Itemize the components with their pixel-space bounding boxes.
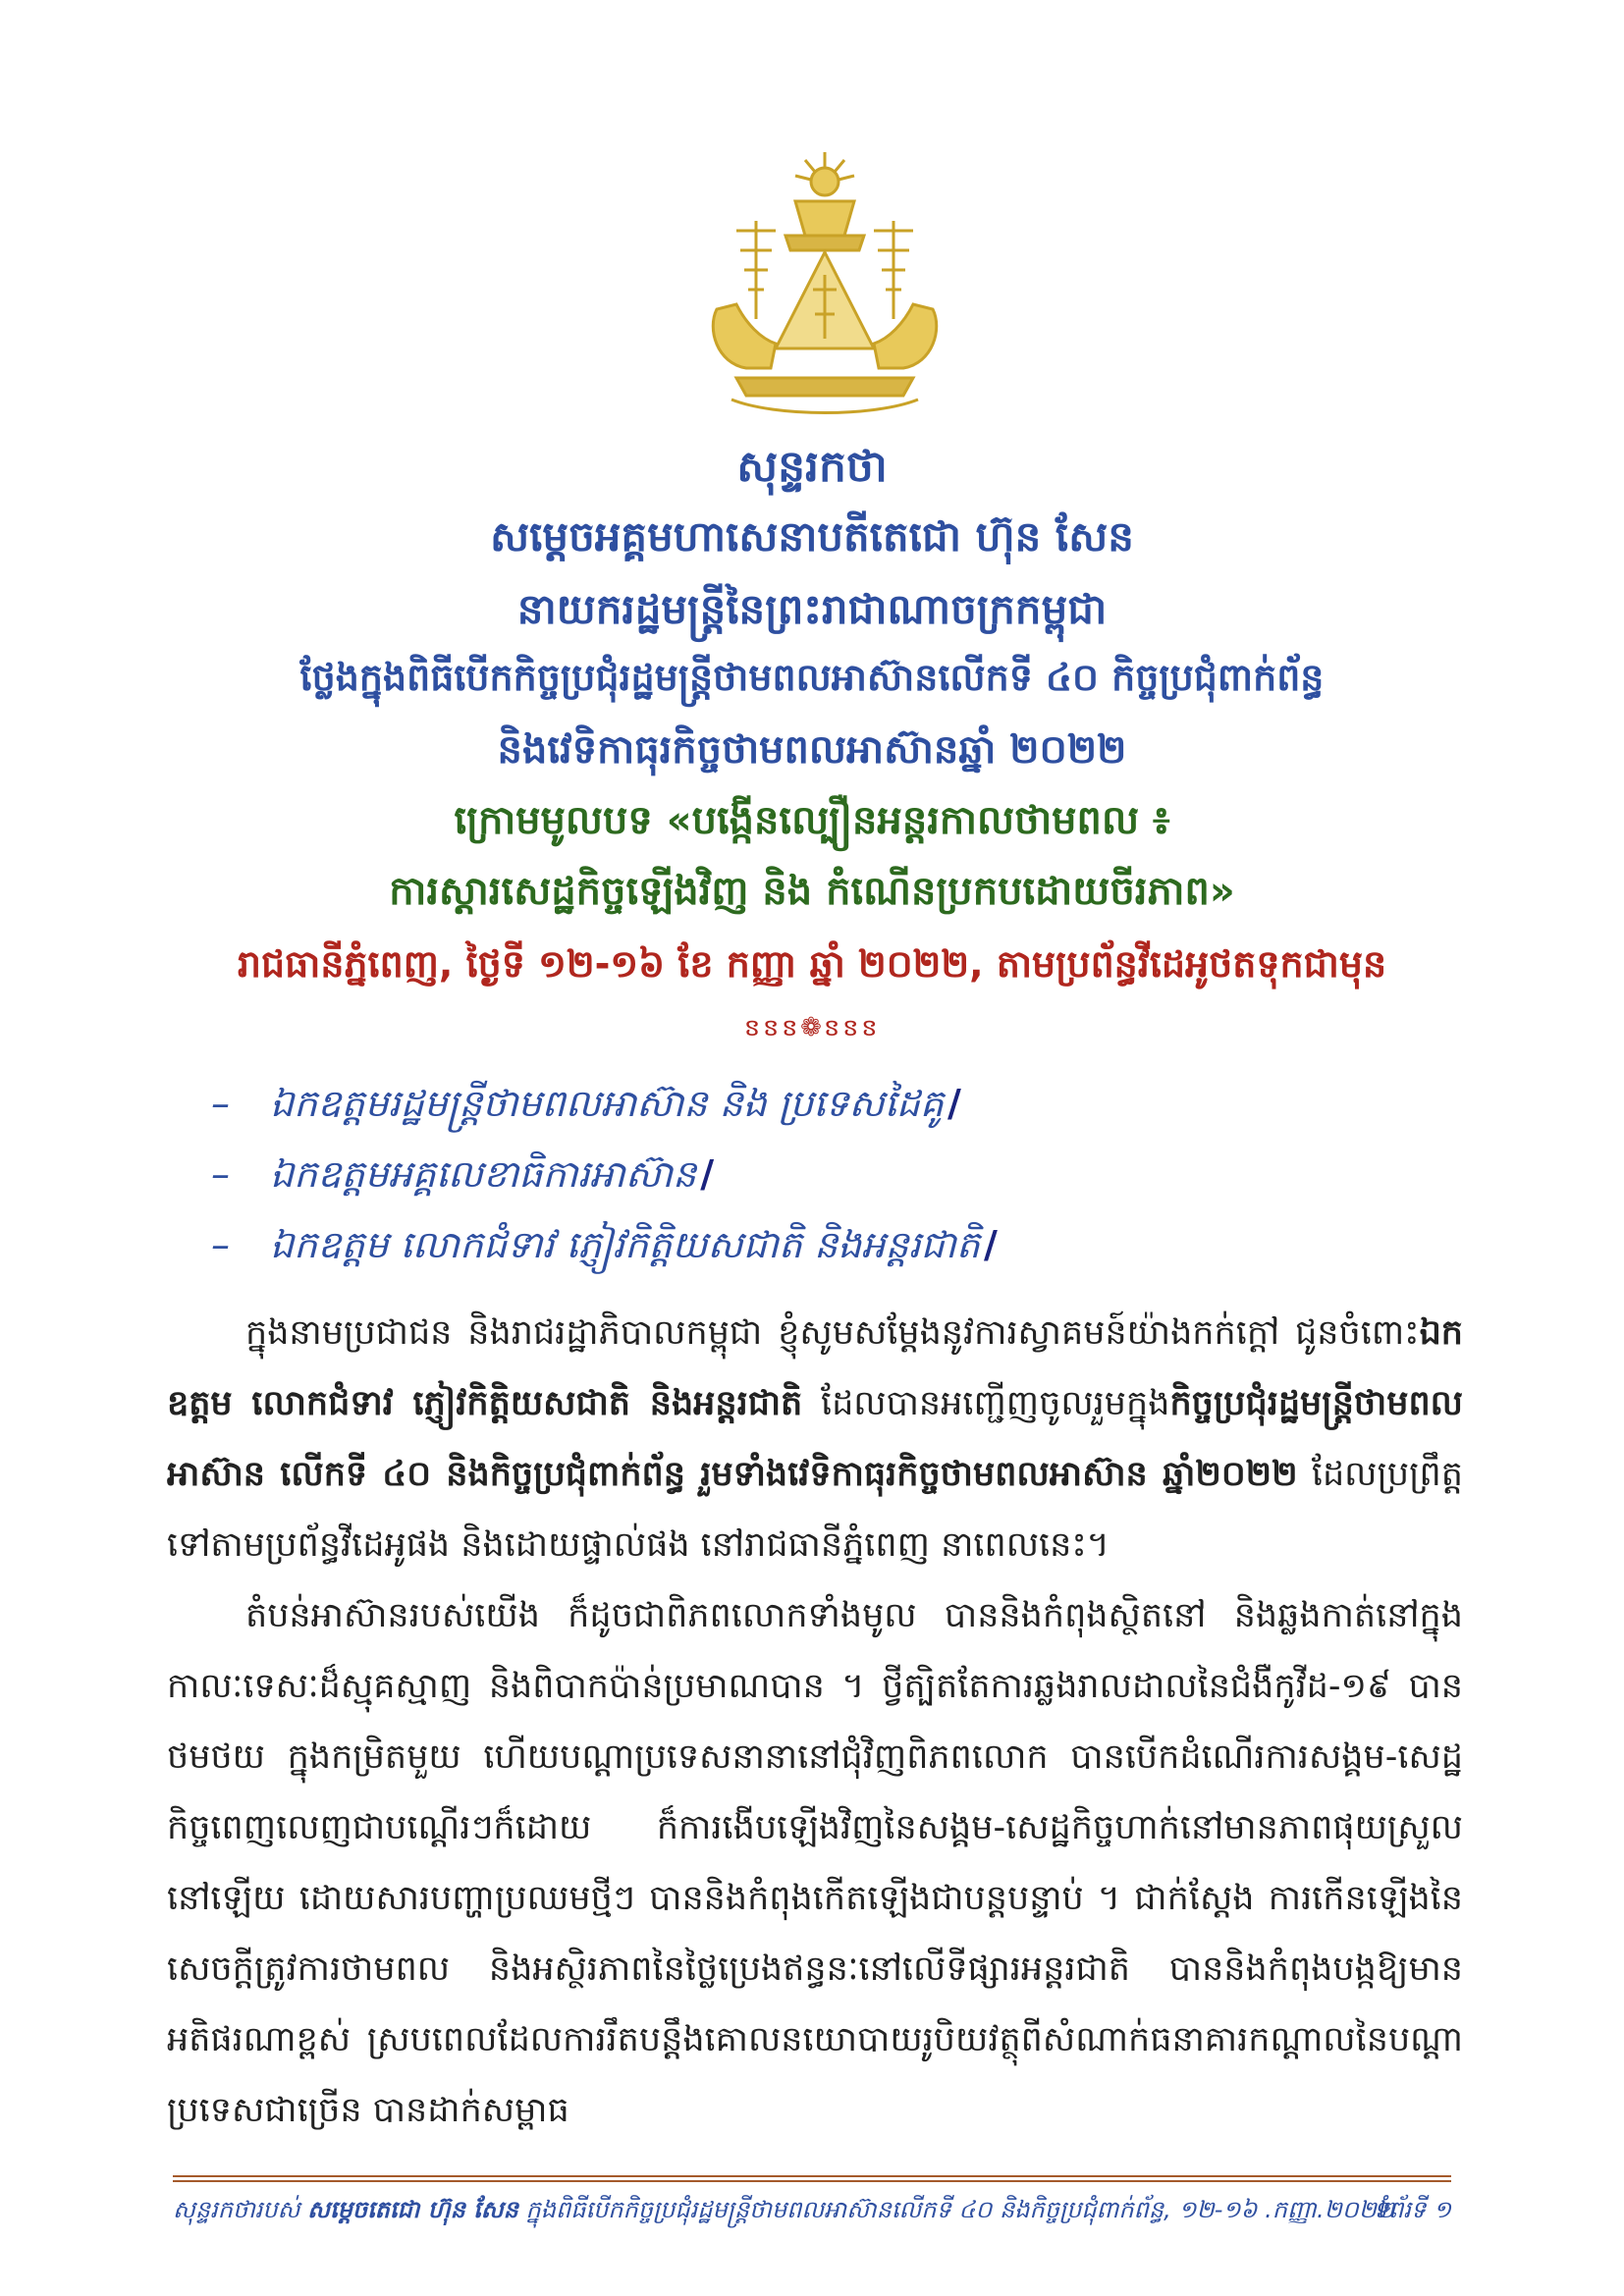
ornament-divider: ៜៜៜ❁ៜៜៜ bbox=[743, 1013, 881, 1042]
speech-title: សុន្ទរកថា bbox=[736, 442, 888, 492]
page-footer bbox=[173, 2195, 1451, 2229]
event-line-1: ថ្លែងក្នុងពិធីបើកកិច្ចប្រជុំរដ្ឋមន្ត្រីថាមពលអាស៊ានលើកទី ៤០ កិច្ចប្រជុំពាក់ព័ន្ធ bbox=[299, 656, 1325, 699]
footer-event: ក្នុងពិធីបើកកិច្ចប្រជុំរដ្ឋមន្ត្រីថាមពលអាស៊ានលើកទី ៤០ និងកិច្ចប្រជុំពាក់ព័ន្ធ, ១២-១៦ .កញ្ញា.២០២២ bbox=[517, 2196, 1395, 2223]
paragraph-1-guests: ឯកឧត្តម លោកជំទាវ ភ្ញៀវកិត្តិយសជាតិ និងអន្តរជាតិ bbox=[167, 1313, 1463, 1423]
paragraph-1-text-e: ដែលប្រព្រឹត្តទៅតាមប្រព័ន្ធវីដេអូផង និងដោយផ្ទាល់ផង នៅរាជធានីភ្នំពេញ នាពេលនេះ។ bbox=[167, 1455, 1463, 1565]
footer-prefix: សុន្ទរកថារបស់ bbox=[173, 2196, 308, 2223]
footer-speaker: សម្តេចតេជោ ហ៊ុន សែន bbox=[307, 2196, 518, 2223]
theme-line-2: ការស្តារសេដ្ឋកិច្ចឡើងវិញ និង កំណើនប្រកបដោយចីរភាព» bbox=[389, 869, 1235, 914]
speaker-name: សម្តេចអគ្គមហាសេនាបតីតេជោ ហ៊ុន សែន bbox=[490, 512, 1134, 561]
salutation-text: ឯកឧត្តម លោកជំទាវ ភ្ញៀវកិត្តិយសជាតិ និងអន្តរជាតិ bbox=[270, 1223, 980, 1266]
salutation-list bbox=[211, 1068, 1448, 1280]
event-line-2: និងវេទិកាធុរកិច្ចថាមពលអាស៊ានឆ្នាំ ២០២២ bbox=[497, 727, 1127, 773]
slash-mark: / bbox=[983, 1223, 998, 1266]
salutation-item bbox=[211, 1068, 1448, 1139]
date-location: រាជធានីភ្នំពេញ, ថ្ងៃទី ១២-១៦ ខែ កញ្ញា ឆ្នាំ ២០២២, តាមប្រព័ន្ធវីដេអូថតទុកជាមុន bbox=[237, 942, 1387, 986]
royal-arms-emblem bbox=[677, 142, 972, 437]
slash-mark: / bbox=[700, 1152, 715, 1196]
paragraph-1 bbox=[167, 1298, 1463, 1580]
salutation-text: ឯកឧត្តមអគ្គលេខាធិការអាស៊ាន bbox=[270, 1152, 697, 1196]
footer-rule-secondary bbox=[173, 2180, 1451, 2182]
dash-bullet: – bbox=[211, 1082, 230, 1125]
salutation-text: ឯកឧត្តមរដ្ឋមន្ត្រីថាមពលអាស៊ាន និង ប្រទេសដៃគូ bbox=[270, 1082, 945, 1125]
paragraph-1-text-a: ក្នុងនាមប្រជាជន និងរាជរដ្ឋាភិបាលកម្ពុជា ខ្ញុំសូមសម្តែងនូវការស្វាគមន៍យ៉ាងកក់ក្តៅ ជូនចំពោះ bbox=[245, 1313, 1420, 1353]
dash-bullet: – bbox=[211, 1152, 230, 1196]
paragraph-1-meeting: កិច្ចប្រជុំរដ្ឋមន្ត្រីថាមពលអាស៊ាន លើកទី ៤០ និងកិច្ចប្រជុំពាក់ព័ន្ធ រួមទាំងវេទិកាធុរកិច្ចថាមពលអាស៊ាន ឆ្នាំ២០២២ bbox=[167, 1384, 1463, 1494]
salutation-item bbox=[211, 1209, 1448, 1280]
page-number: ទំព័រទី ១ bbox=[1373, 2196, 1451, 2223]
speaker-position: នាយករដ្ឋមន្ត្រីនៃព្រះរាជាណាចក្រកម្ពុជា bbox=[516, 585, 1108, 633]
theme-line-1: ក្រោមមូលបទ «បង្កើនល្បឿនអន្តរកាលថាមពល ៖ bbox=[454, 798, 1170, 843]
salutation-item bbox=[211, 1139, 1448, 1209]
slash-mark: / bbox=[947, 1082, 961, 1125]
speech-body bbox=[167, 1298, 1463, 2146]
paragraph-2: តំបន់អាស៊ានរបស់យើង ក៏ដូចជាពិភពលោកទាំងមូល បាននិងកំពុងស្ថិតនៅ និងឆ្លងកាត់នៅក្នុងកាលៈទេសៈដ៏ស្មុគស្មាញ និងពិបាកប៉ាន់ប្រមាណបាន ។ ថ្វីត្បិតតែការឆ្លងរាលដាលនៃជំងឺកូវីដ-១៩ បានថមថយ ក្នុងកម្រិតមួយ ហើយបណ្តាប្រទេសនានានៅជុំវិញពិភពលោក បានបើកដំណើរការសង្គម-សេដ្ឋកិច្ចពេញលេញជាបណ្តើរៗក៏ដោយ ក៏ការងើបឡើងវិញនៃសង្គម-សេដ្ឋកិច្ចហាក់នៅមានភាពផុយស្រួលនៅឡើយ ដោយសារបញ្ហាប្រឈមថ្មីៗ បាននិងកំពុងកើតឡើងជាបន្តបន្ទាប់ ។ ជាក់ស្តែង ការកើនឡើងនៃសេចក្តីត្រូវការថាមពល និងអស្ថិរភាពនៃថ្លៃប្រេងឥន្ធនៈនៅលើទីផ្សារអន្តរជាតិ បាននិងកំពុងបង្កឱ្យមានអតិផរណាខ្ពស់ ស្របពេលដែលការរឹតបន្តឹងគោលនយោបាយរូបិយវត្ថុពីសំណាក់ធនាគារកណ្តាលនៃបណ្តាប្រទេសជាច្រើន បានដាក់សម្ពាធ bbox=[167, 1596, 1463, 2130]
footer-rule bbox=[173, 2175, 1451, 2177]
dash-bullet: – bbox=[211, 1223, 230, 1266]
paragraph-1-text-c: ដែលបានអញ្ជើញចូលរួមក្នុង bbox=[802, 1384, 1170, 1423]
